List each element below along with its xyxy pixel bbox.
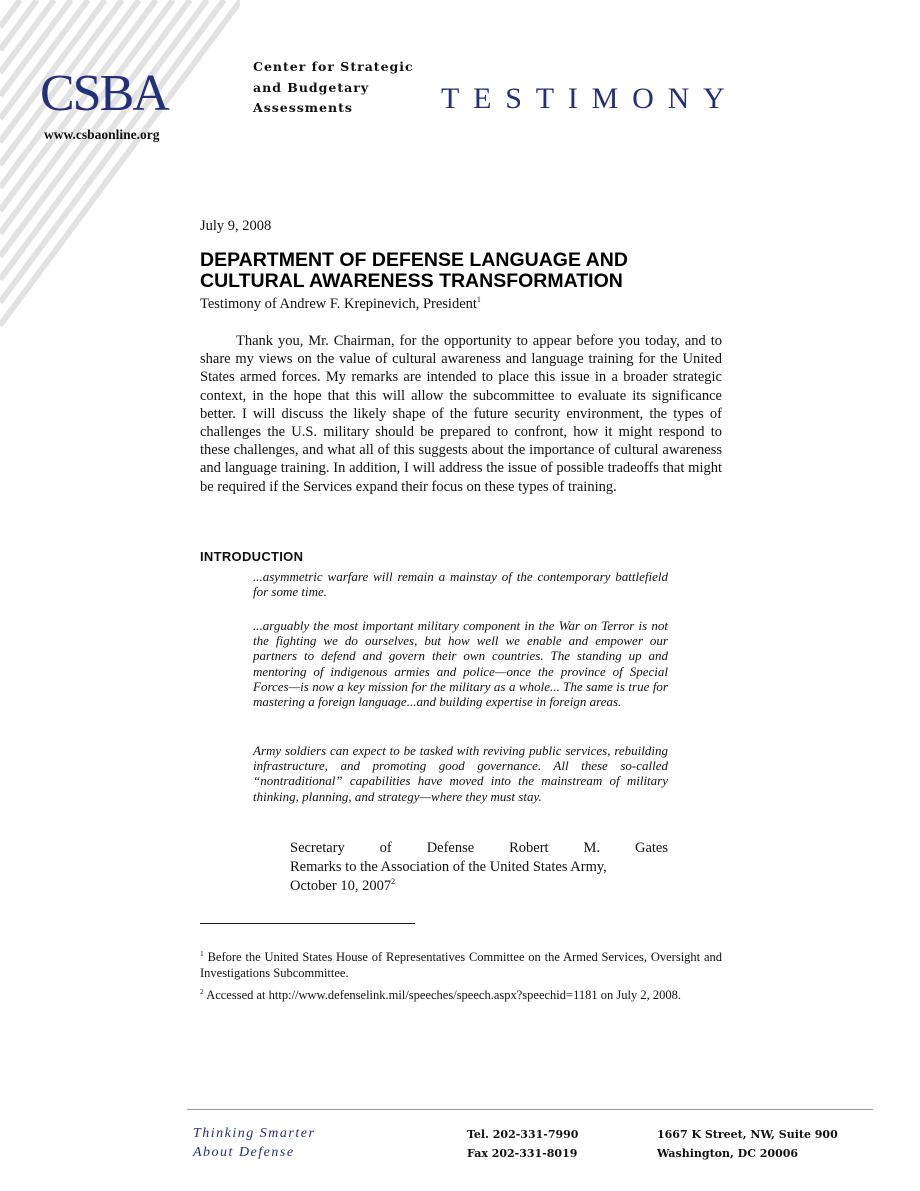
title-line: DEPARTMENT OF DEFENSE LANGUAGE AND	[200, 249, 628, 271]
subtitle-text: Testimony of Andrew F. Krepinevich, President	[200, 296, 477, 312]
body-paragraph: Thank you, Mr. Chairman, for the opportunity to appear before you today, and to share my views on the value of cultural awareness and language training for the United States armed forces. My remarks are intended to place this issue in a broader strategic context, in the hope that this will allow the subcommittee to evaluate its significance better. I will discuss the likely shape of the future security environment, the types of challenges the U.S. military should be prepared to confront, how it might respond to these challenges, and what all of this suggests about the importance of cultural awareness and language training. In addition, I will address the issue of possible tradeoffs that might be required if the Services expand their focus on these types of training.	[200, 333, 722, 495]
footnote-ref: 2	[391, 877, 396, 887]
title-line: CULTURAL AWARENESS TRANSFORMATION	[200, 270, 623, 292]
footnote-text: Accessed at http://www.defenselink.mil/speeches/speech.aspx?speechid=1181 on July 2, 2008.	[206, 988, 681, 1002]
footer-divider	[187, 1109, 873, 1110]
footer-tagline	[193, 1124, 315, 1162]
footnote	[200, 988, 722, 1004]
footnote-mark: 2	[200, 986, 204, 996]
section-heading: INTRODUCTION	[200, 549, 304, 564]
tagline-line: About Defense	[193, 1145, 295, 1160]
phone-number: Tel. 202-331-7990	[467, 1128, 579, 1141]
footnote-mark: 1	[200, 948, 204, 958]
csba-logo: CSBA	[40, 65, 168, 122]
block-quote: ...asymmetric warfare will remain a mainstay of the contemporary battlefield for some time.	[253, 569, 668, 600]
footnote-text: Before the United States House of Representatives Committee on the Armed Services, Oversight and Investigations Subcommittee.	[200, 950, 723, 980]
stripe	[0, 0, 224, 302]
block-quote: ...arguably the most important military component in the War on Terror is not the fighting we do ourselves, but how well we enable and empower our partners to defend and govern their own countries. The standing up and mentoring of indigenous armies and police—once the province of Special Forces—is now a key mission for the military as a whole... The same is true for mastering a foreign language...and building expertise in foreign areas.	[253, 618, 668, 710]
tagline-line: Thinking Smarter	[193, 1126, 316, 1141]
org-line: Center for Strategic	[253, 59, 414, 74]
org-line: Assessments	[253, 100, 353, 115]
attribution-line: Remarks to the Association of the United States Army,	[290, 859, 607, 875]
fax-number: Fax 202-331-8019	[467, 1147, 578, 1160]
address-line: 1667 K Street, NW, Suite 900	[657, 1128, 838, 1141]
stripe	[0, 0, 37, 50]
address-line: Washington, DC 20006	[657, 1147, 799, 1160]
footer-address	[657, 1125, 838, 1163]
footnote-ref: 1	[476, 295, 481, 305]
org-line: and Budgetary	[253, 79, 370, 95]
footer-phone-fax	[467, 1125, 578, 1163]
document-subtitle	[200, 296, 481, 313]
footnote-separator	[200, 923, 415, 924]
footnote	[200, 950, 722, 981]
block-quote: Army soldiers can expect to be tasked with reviving public services, rebuilding infrastructure, and promoting good governance. All these so-called “nontraditional” capabilities have moved into the mainstream of military thinking, planning, and strategy—where they must stay.	[253, 743, 668, 804]
attribution-line: October 10, 2007	[290, 878, 392, 894]
organization-name	[253, 57, 414, 119]
quote-attribution	[290, 839, 668, 896]
document-date: July 9, 2008	[200, 218, 272, 234]
document-type-heading: TESTIMONY	[441, 82, 739, 115]
document-title	[200, 250, 740, 292]
attribution-line: Secretary of Defense Robert M. Gates	[290, 840, 668, 856]
website-url: www.csbaonline.org	[44, 127, 160, 142]
